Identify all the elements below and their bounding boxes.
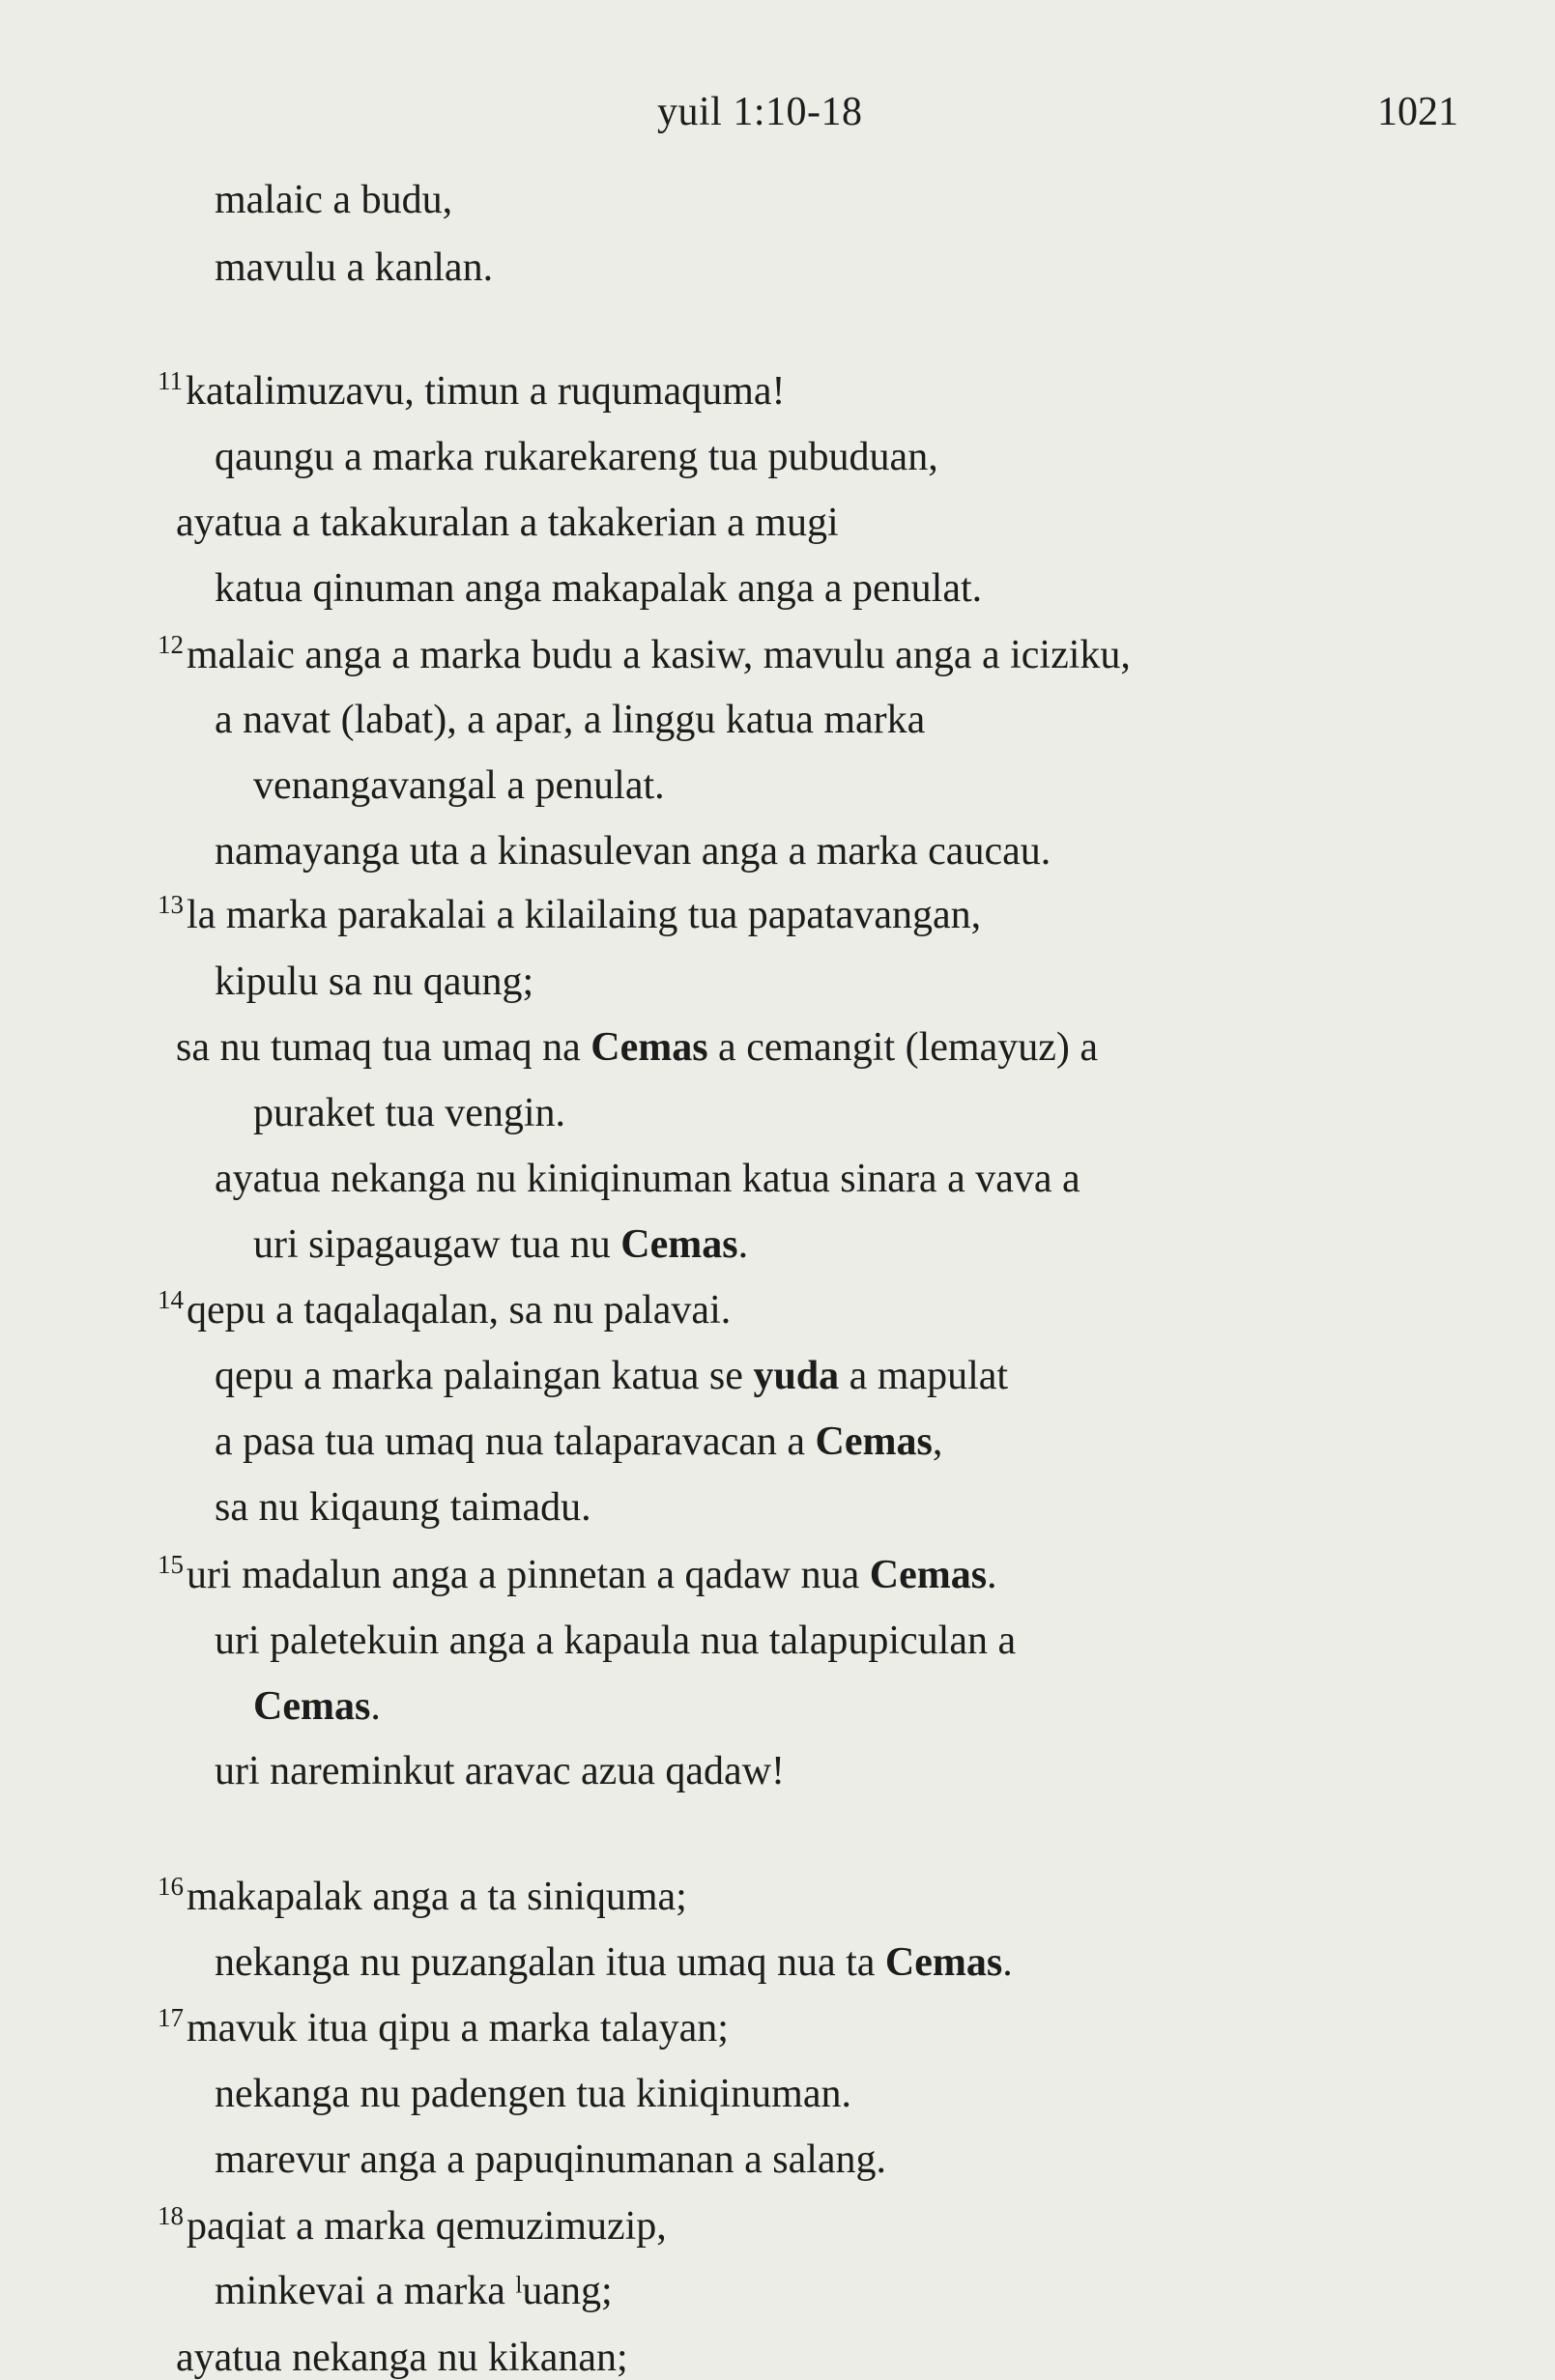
verse-number: 12 [158, 630, 184, 659]
divine-name: Cemas [869, 1553, 988, 1597]
verse-text: nekanga nu padengen tua kiniqinuman. [215, 2072, 851, 2116]
text-line [253, 765, 665, 806]
verse-text: qepu a marka palaingan katua se [215, 1354, 754, 1398]
verse-text: . [1002, 1940, 1013, 1985]
verse-text: minkevai a marka [215, 2269, 516, 2313]
verse-line-14 [158, 1285, 732, 1333]
verse-text: la marka parakalai a kilailaing tua papatavangan, [187, 893, 982, 937]
verse-text: namayanga uta a kinasulevan anga a marka caucau. [215, 829, 1051, 874]
verse-text: a mapulat [839, 1354, 1009, 1398]
page-number: 1021 [1377, 90, 1458, 134]
verse-text: . [737, 1222, 749, 1267]
verse-text: ˡ [515, 2269, 523, 2313]
verse-text: a pasa tua umaq nua talaparavacan a [215, 1419, 816, 1464]
verse-text: . [987, 1553, 997, 1597]
verse-text: ayatua nekanga nu kikanan; [176, 2336, 628, 2380]
text-line [215, 961, 533, 1002]
verse-text: kipulu sa nu qaung; [215, 960, 534, 1004]
text-line [253, 1224, 748, 1265]
text-line [215, 1487, 591, 1528]
verse-text: . [370, 1684, 381, 1729]
verse-text: venangavangal a penulat. [253, 763, 665, 808]
verse-number: 14 [158, 1285, 184, 1314]
text-line [253, 1093, 565, 1133]
text-line [215, 1942, 1013, 1983]
verse-text: sa nu tumaq tua umaq na [176, 1025, 591, 1070]
verse-text: a navat (labat), a apar, a linggu katua marka [215, 698, 926, 742]
text-line [176, 2337, 628, 2378]
text-line [215, 437, 938, 477]
text-line [215, 180, 452, 220]
text-line [215, 1159, 1080, 1199]
verse-text: mavuk itua qipu a marka talayan; [187, 2006, 729, 2050]
verse-line-12 [158, 630, 1131, 677]
verse-text: uri sipagaugaw tua nu [253, 1222, 621, 1267]
verse-text: nekanga nu puzangalan itua umaq nua ta [215, 1940, 885, 1985]
verse-line-13 [158, 890, 982, 937]
text-line [215, 247, 493, 288]
text-line [176, 1027, 1098, 1068]
text-line [176, 502, 839, 543]
text-line [215, 1620, 1016, 1661]
verse-line-18 [158, 2201, 667, 2249]
divine-name: Cemas [884, 1940, 1003, 1985]
verse-text: ayatua nekanga nu kiniqinuman katua sinara a vava a [215, 1157, 1080, 1201]
verse-text: makapalak anga a ta siniquma; [187, 1875, 687, 1919]
text-line [215, 2074, 851, 2114]
verse-text: katalimuzavu, timun a ruqumaquma! [186, 369, 786, 414]
text-line [215, 568, 982, 609]
divine-name: Cemas [620, 1222, 738, 1267]
verse-text: , [932, 1419, 943, 1464]
divine-name: yuda [753, 1354, 840, 1398]
verse-text: uang; [522, 2269, 613, 2313]
verse-text: sa nu kiqaung taimadu. [215, 1485, 591, 1530]
text-line [215, 1421, 942, 1462]
verse-text: ayatua a takakuralan a takakerian a mugi [176, 501, 839, 545]
text-line [215, 1356, 1008, 1396]
divine-name: Cemas [590, 1025, 708, 1070]
verse-text: malaic a budu, [215, 178, 453, 222]
verse-text: uri madalun anga a pinnetan a qadaw nua [187, 1553, 870, 1597]
divine-name: Cemas [815, 1419, 933, 1464]
verse-text: paqiat a marka qemuzimuzip, [187, 2204, 667, 2249]
verse-number: 18 [158, 2201, 184, 2230]
divine-name: Cemas [253, 1684, 371, 1729]
verse-line-11 [158, 366, 786, 414]
verse-line-16 [158, 1872, 687, 1919]
verse-line-17 [158, 2003, 729, 2050]
verse-number: 17 [158, 2003, 184, 2032]
verse-line-15 [158, 1550, 997, 1597]
verse-text: malaic anga a marka budu a kasiw, mavulu anga a iciziku, [187, 633, 1131, 677]
verse-text: qepu a taqalaqalan, sa nu palavai. [187, 1288, 732, 1333]
text-line [215, 2271, 613, 2311]
verse-number: 11 [158, 366, 183, 395]
verse-text: a cemangit (lemayuz) a [707, 1025, 1098, 1070]
running-head: yuil 1:10-18 [657, 90, 863, 134]
verse-number: 13 [158, 890, 184, 919]
verse-text: qaungu a marka rukarekareng tua pubuduan, [215, 435, 938, 479]
verse-text: uri paletekuin anga a kapaula nua talapupiculan a [215, 1619, 1017, 1663]
text-line [215, 2139, 886, 2180]
text-line [215, 1751, 785, 1792]
verse-text: katua qinuman anga makapalak anga a penulat. [215, 566, 983, 611]
verse-number: 16 [158, 1872, 184, 1901]
verse-text: marevur anga a papuqinumanan a salang. [215, 2137, 887, 2182]
text-line [215, 831, 1051, 872]
verse-text: puraket tua vengin. [253, 1091, 566, 1135]
text-line [215, 700, 925, 740]
page-header [0, 89, 1555, 147]
verse-text: mavulu a kanlan. [215, 245, 494, 290]
verse-number: 15 [158, 1550, 184, 1579]
verse-text: uri nareminkut aravac azua qadaw! [215, 1749, 786, 1793]
text-line [253, 1686, 381, 1727]
